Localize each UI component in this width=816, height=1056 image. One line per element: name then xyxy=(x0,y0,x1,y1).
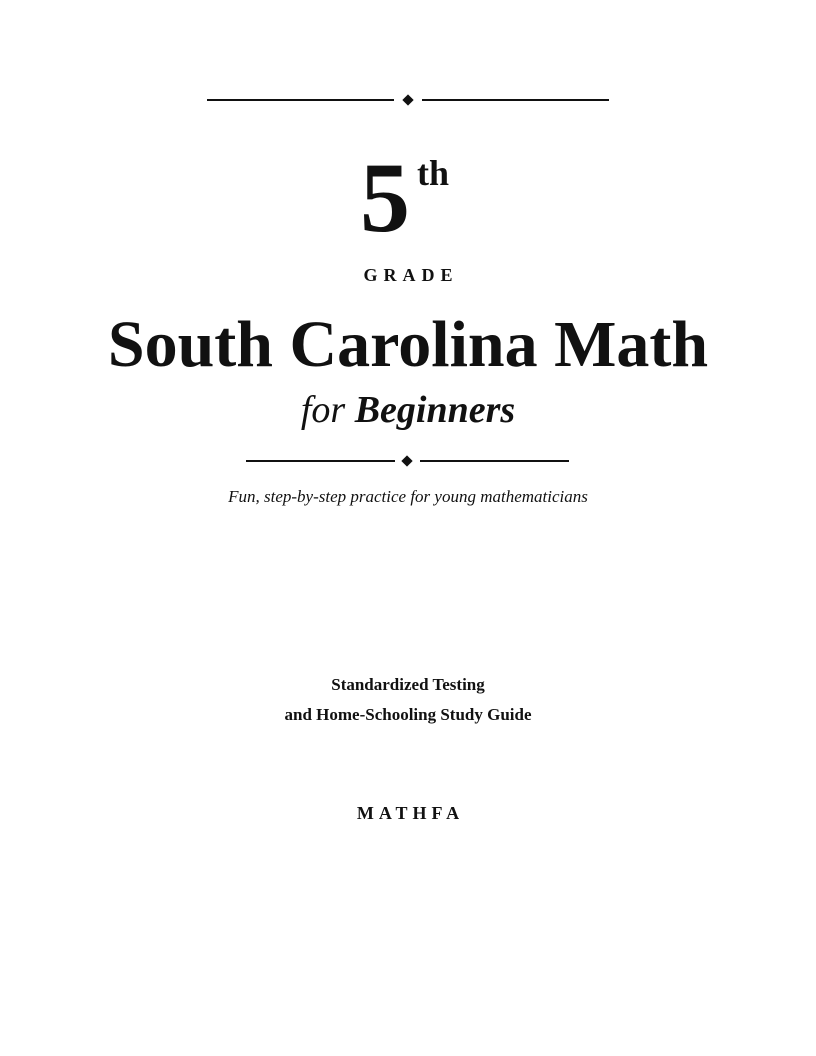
divider-line-left xyxy=(246,460,395,462)
publisher-name: MATHFA xyxy=(356,803,465,823)
top-ornament-divider xyxy=(207,94,609,106)
subtitle-main: Beginners xyxy=(354,389,516,431)
divider-line-right xyxy=(422,99,609,101)
divider-line-right xyxy=(420,460,569,462)
guide-line-1: Standardized Testing xyxy=(331,675,485,694)
grade-label: GRADE xyxy=(363,265,459,285)
diamond-icon xyxy=(401,455,412,466)
middle-ornament-divider xyxy=(246,455,569,467)
book-subtitle xyxy=(0,390,816,432)
subtitle-prefix: for xyxy=(300,389,346,431)
guide-line-2: and Home-Schooling Study Guide xyxy=(284,705,532,724)
book-title: South Carolina Math xyxy=(107,308,709,381)
diamond-icon xyxy=(402,94,413,105)
study-guide-description xyxy=(0,670,816,730)
grade-suffix: th xyxy=(417,153,450,193)
tagline: Fun, step-by-step practice for young mathematicians xyxy=(228,487,588,506)
grade-number: 5 xyxy=(360,142,410,253)
divider-line-left xyxy=(207,99,394,101)
